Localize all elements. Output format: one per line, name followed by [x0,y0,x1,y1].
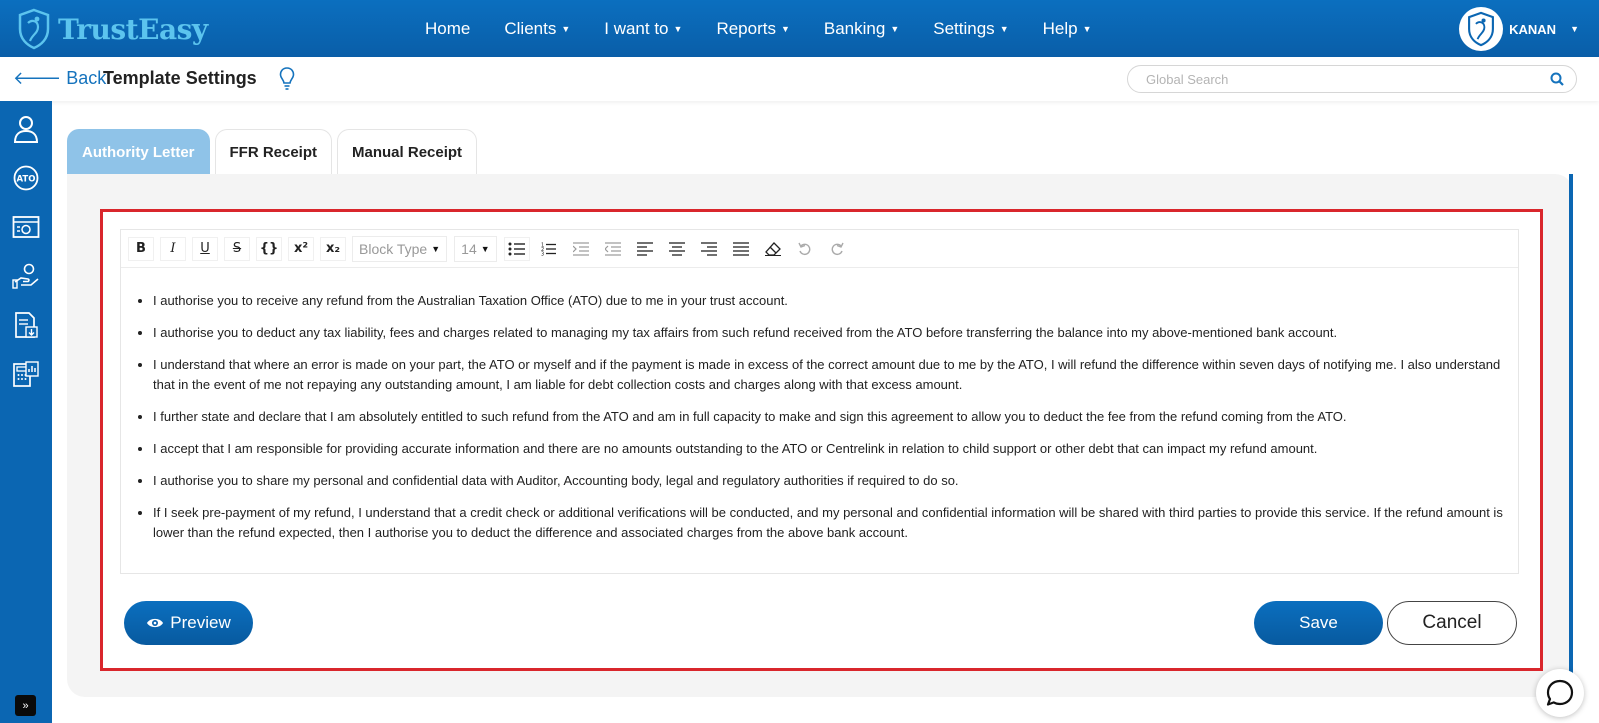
nav-label: I want to [604,18,669,38]
search-icon[interactable] [1550,72,1564,86]
user-name: KANAN [1509,21,1557,37]
brand-name: TrustEasy [58,12,208,46]
bullet-list-icon [508,242,526,256]
user-menu[interactable] [1459,6,1579,52]
align-left-button[interactable] [632,237,658,261]
nav-help[interactable] [1043,19,1092,39]
code-button[interactable]: {} [256,237,282,261]
nav-label: Clients [504,18,557,38]
nav-label: Home [425,18,471,38]
global-search [1127,65,1577,93]
list-item: • I accept that I am responsible for providing accurate information and there are no amounts outstanding to the ATO or Centrelink in relation to child support or other debt that can impact my refund amount. [153,439,1504,459]
chat-bubble-icon [1544,677,1576,709]
calculator-report-icon [12,360,40,388]
scroll-indicator[interactable] [1569,174,1573,693]
list-item: • I authorise you to receive any refund from the Australian Taxation Office (ATO) due to me in your trust account. [153,291,1504,311]
block-type-select[interactable] [352,236,447,262]
svg-text:1: 1 [540,242,544,248]
ordered-list-button[interactable] [536,237,562,261]
search-input[interactable] [1146,72,1526,87]
back-button[interactable] [13,68,106,89]
editor-toolbar [121,230,1518,268]
user-icon [12,114,40,144]
cancel-button[interactable]: Cancel [1387,601,1517,645]
preview-label: Preview [170,613,231,632]
brand-logo[interactable] [14,6,208,52]
indent-button[interactable] [568,237,594,261]
sidebar [0,101,52,723]
eraser-icon [765,242,781,256]
caret-down-icon: ▼ [561,23,571,34]
sidebar-item-ato[interactable] [0,153,52,202]
font-size-select[interactable] [454,236,497,262]
tab-manual-receipt[interactable]: Manual Receipt [337,129,477,174]
eye-icon [146,616,164,630]
avatar [1459,7,1503,51]
caret-down-icon: ▼ [999,23,1009,34]
lightbulb-icon[interactable] [279,66,295,92]
align-right-icon [701,242,717,256]
redo-button[interactable] [824,237,850,261]
align-left-icon [637,242,653,256]
template-tabs [67,129,482,174]
ato-text: ATO [16,174,36,184]
list-item: • I authorise you to share my personal and confidential data with Auditor, Accounting body, legal and regulatory authorities if required to do so. [153,471,1504,491]
undo-button[interactable] [792,237,818,261]
tab-ffr-receipt[interactable]: FFR Receipt [215,129,333,174]
caret-down-icon: ▼ [431,243,441,254]
top-navbar [0,0,1599,57]
main-menu [425,0,1126,57]
align-justify-button[interactable] [728,237,754,261]
list-item: • I further state and declare that I am absolutely entitled to such refund from the ATO and am in full capacity to make and sign this agreement to allow you to deduct the fee from the refund coming from the ATO. [153,407,1504,427]
undo-icon [798,242,812,256]
align-right-button[interactable] [696,237,722,261]
clear-format-button[interactable] [760,237,786,261]
outdent-icon [605,242,621,256]
avatar-logo-icon [1464,10,1498,48]
list-item: • I authorise you to deduct any tax liability, fees and charges related to managing my tax affairs from such refund received from the ATO before transferring the balance into my above-mentioned bank account. [153,323,1504,343]
arrow-left-icon: 🡐 [13,68,62,88]
sidebar-item-payments[interactable] [0,251,52,300]
nav-label: Help [1042,18,1078,38]
double-chevron-right-icon: » [22,699,29,712]
caret-down-icon: ▼ [1082,23,1092,34]
align-center-icon [669,242,685,256]
document-download-icon [13,311,39,339]
nav-label: Reports [716,18,776,38]
align-center-button[interactable] [664,237,690,261]
bank-statement-icon [12,215,40,239]
preview-button[interactable] [124,601,253,645]
redo-icon [830,242,844,256]
list-item: • I understand that where an error is made on your part, the ATO or myself and if the payment is made in excess of the correct amount due to me by the ATO, I will refund the difference within seven days of notifying me. I also understand that in the event of me not repaying any outstanding amount, I am liable for debt collection costs and charges along with that excess amount. [153,355,1504,395]
tab-authority-letter[interactable]: Authority Letter [67,129,210,174]
nav-i-want-to[interactable] [604,19,682,39]
list-item: • If I seek pre-payment of my refund, I understand that a credit check or additional verifications will be conducted, and my personal and confidential information will be shared with third parties to provide this service. If the refund amount is lower than the refund expected, then I authorise you to deduct the difference and associated charges from the above bank account. [153,503,1504,543]
indent-icon [573,242,589,256]
nav-reports[interactable] [716,19,789,39]
editor-content[interactable] [121,268,1518,543]
caret-down-icon: ▼ [480,243,490,254]
caret-down-icon: ▼ [780,23,790,34]
rich-text-editor [120,229,1519,574]
outdent-button[interactable] [600,237,626,261]
shield-logo-icon [14,7,54,51]
subscript-button[interactable]: x₂ [320,237,346,261]
superscript-button[interactable]: x² [288,237,314,261]
sidebar-item-clients[interactable] [0,104,52,153]
unordered-list-button[interactable] [504,237,530,261]
authority-terms-list [153,291,1504,543]
nav-label: Banking [823,18,886,38]
caret-down-icon: ▼ [890,23,900,34]
save-button[interactable]: Save [1254,601,1383,645]
svg-text:2: 2 [540,246,544,253]
page-title: Template Settings [103,68,257,88]
nav-banking[interactable] [824,19,899,39]
hand-money-icon [12,262,40,290]
page-header [0,57,1599,101]
strikethrough-button[interactable]: S [224,237,250,261]
chat-button[interactable] [1536,669,1584,717]
sidebar-item-reports[interactable] [0,349,52,398]
align-justify-icon [733,242,749,256]
block-type-value: Block Type [359,240,428,257]
caret-down-icon: ▼ [673,23,683,34]
back-label: Back [66,68,107,88]
underline-button[interactable]: U [192,237,218,261]
nav-home[interactable] [425,19,470,39]
italic-button[interactable]: I [160,237,186,261]
sidebar-expand-button[interactable] [15,695,36,716]
bold-button[interactable]: B [128,237,154,261]
font-size-value: 14 [461,240,477,257]
sidebar-item-documents[interactable] [0,300,52,349]
sidebar-item-bank-statement[interactable] [0,202,52,251]
numbered-list-icon [541,242,557,256]
caret-down-icon: ▼ [1570,24,1579,34]
svg-text:3: 3 [540,251,544,256]
ato-icon [13,165,39,191]
nav-label: Settings [933,18,995,38]
nav-settings[interactable] [933,19,1008,39]
nav-clients[interactable] [504,19,570,39]
